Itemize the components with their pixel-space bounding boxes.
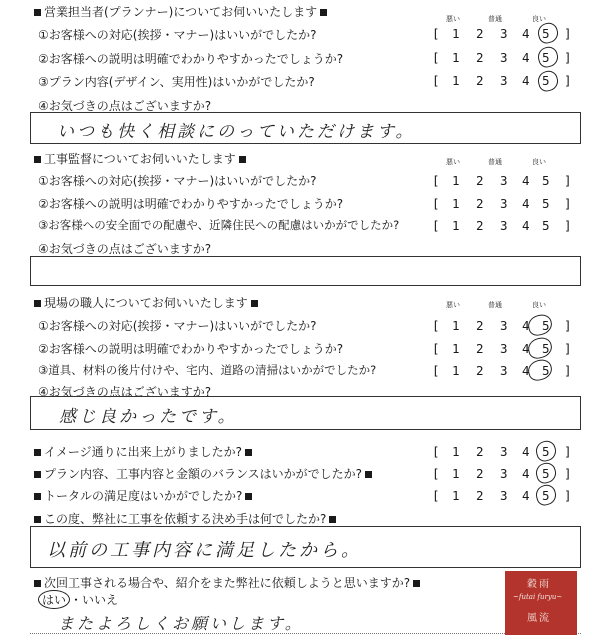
s2-q2-rating: [ 1 2 3 4 5 ]: [432, 196, 572, 211]
section1-title: 営業担当者(プランナー)についてお伺いいたします: [34, 3, 327, 20]
section6-title: 次回工事される場合や、紹介をまた弊社に依頼しようと思いますか?: [34, 574, 420, 591]
s4-q3-rating: [ 1 2 3 4 5 ]: [432, 488, 572, 503]
section3-title: 現場の職人についてお伺いいたします: [34, 294, 258, 311]
s3-q2-rating: [ 1 2 3 4 5 ]: [432, 341, 572, 356]
s1-q2-rating: [ 1 2 3 4 5 ]: [432, 50, 572, 65]
s2-q3-rating: [ 1 2 3 4 5 ]: [432, 218, 572, 233]
s1-q3-rating: [ 1 2 3 4 5 ]: [432, 73, 572, 88]
s1-q1-rating: [ 1 2 3 4 5 ]: [432, 26, 572, 41]
s1-q2: ②お客様への説明は明確でわかりやすかったでしょうか?: [38, 52, 344, 66]
s4-q1: イメージ通りに出来上がりましたか?: [34, 443, 252, 460]
s3-q1-rating: [ 1 2 3 4 5 ]: [432, 318, 572, 333]
s5-comment: 以前の工事内容に満足したから。: [47, 540, 362, 561]
s2-q1: ①お客様への対応(挨拶・マナー)はいいがでしたか?: [38, 174, 317, 188]
scale-header: 悪い 普通 良い: [446, 158, 546, 166]
scale-header: 悪い 普通 良い: [446, 15, 546, 23]
s3-q3: ③道具、材料の後片付けや、宅内、道路の清掃はいかがでしたか?: [38, 363, 377, 377]
s3-q3-rating: [ 1 2 3 4 5 ]: [432, 363, 572, 378]
s1-comment-box: [30, 112, 581, 144]
s6-comment-line: [30, 633, 581, 634]
s6-comment: またよろしくお願いします。: [58, 614, 304, 633]
s4-q1-rating: [ 1 2 3 4 5 ]: [432, 444, 572, 459]
s4-q2: プラン内容、工事内容と金額のバランスはいかがでしたか?: [34, 465, 372, 482]
company-logo: 穀雨 ~futai furyu~ 風流: [505, 571, 577, 635]
section5-title: この度、弊社に工事を依頼する決め手は何でしたか?: [34, 510, 336, 527]
s2-comment-box: [30, 256, 581, 286]
s1-q1: ①お客様への対応(挨拶・マナー)はいいがでしたか?: [38, 28, 317, 42]
s3-comment-box: [30, 396, 581, 430]
s3-q4: ④お気づきの点はございますか?: [38, 385, 212, 399]
s1-comment: いつも快く相談にのっていただけます。: [57, 122, 416, 142]
s2-q4: ④お気づきの点はございますか?: [38, 242, 212, 256]
s3-comment: 感じ良かったです。: [59, 407, 238, 427]
s2-q2: ②お客様への説明は明確でわかりやすかったでしょうか?: [38, 197, 344, 211]
s2-q1-rating: [ 1 2 3 4 5 ]: [432, 173, 572, 188]
s2-q3: ③お客様への安全面での配慮や、近隣住民への配慮はいかがでしたか?: [38, 218, 400, 232]
scale-header: 悪い 普通 良い: [446, 301, 546, 309]
s4-q3: トータルの満足度はいかがでしたか?: [34, 487, 252, 504]
s6-yes-option: はい: [38, 590, 70, 609]
s4-q2-rating: [ 1 2 3 4 5 ]: [432, 466, 572, 481]
section2-title: 工事監督についてお伺いいたします: [34, 150, 246, 167]
s6-yes-no: はい ・いいえ: [38, 590, 118, 609]
s3-q1: ①お客様への対応(挨拶・マナー)はいいがでしたか?: [38, 319, 317, 333]
s1-q4: ④お気づきの点はございますか?: [38, 99, 212, 113]
s5-comment-box: [30, 526, 581, 568]
s3-q2: ②お客様への説明は明確でわかりやすかったでしょうか?: [38, 342, 344, 356]
s6-no-option: いいえ: [82, 593, 119, 607]
s1-q3: ③プラン内容(デザイン、実用性)はいかがでしたか?: [38, 75, 315, 89]
